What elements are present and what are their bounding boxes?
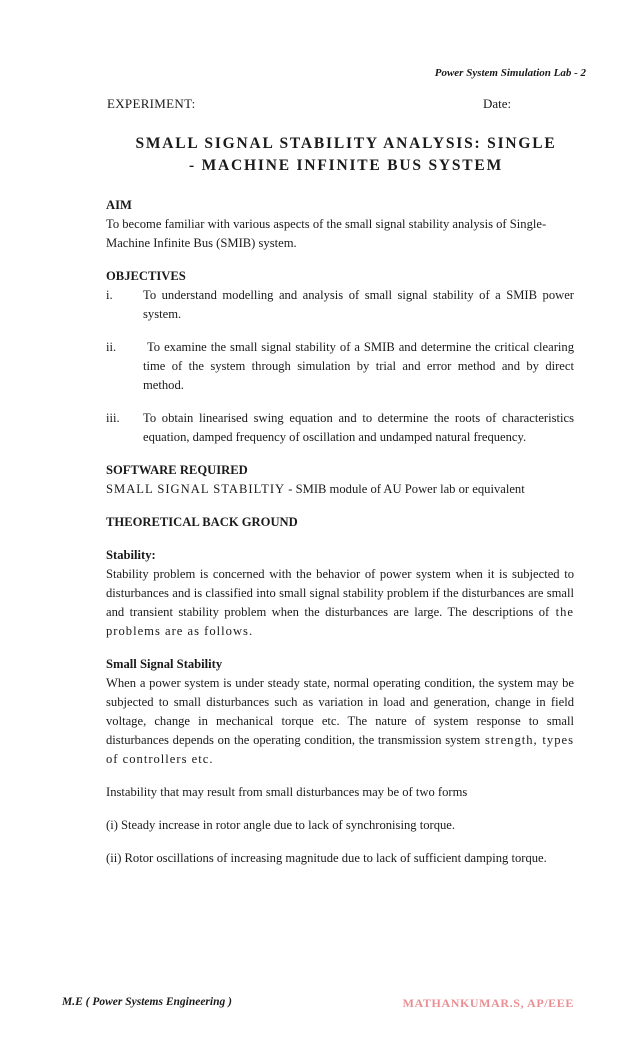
- aim-heading: AIM: [106, 198, 132, 212]
- stability-text: [106, 565, 574, 641]
- date-label: Date:: [483, 96, 512, 111]
- footer-author: MATHANKUMAR.S, AP/EEE: [402, 996, 574, 1010]
- objective-text: To examine the small signal stability of a SMIB and determine the critical clearing time of the system through simulation by trial and error method and by direct method.: [143, 340, 578, 392]
- software-text: [106, 480, 574, 499]
- software-heading: SOFTWARE REQUIRED: [106, 463, 248, 477]
- footer-course: M.E ( Power Systems Engineering ): [62, 996, 232, 1008]
- title-line-1: SMALL SIGNAL STABILITY ANALYSIS: SINGLE: [135, 135, 557, 152]
- objective-item: [106, 338, 578, 395]
- objective-number: iii.: [106, 411, 120, 425]
- objective-number: i.: [106, 288, 113, 302]
- header-lab-title: Power System Simulation Lab - 2: [434, 67, 586, 79]
- document-body: [106, 196, 578, 868]
- objective-number: ii.: [106, 340, 117, 354]
- software-name: SMALL SIGNAL STABILTIY: [106, 482, 286, 496]
- objective-text: To understand modelling and analysis of small signal stability of a SMIB power system.: [143, 288, 574, 321]
- small-signal-text-tail: strength, types of controllers etc.: [106, 733, 575, 766]
- small-signal-text-main: When a power system is under steady state, normal operating condition, the system may be subjected to small disturbances such as variation in load and generation, change in field voltage, change in mechanical torque etc. The nature of system response to small disturbances depends on the operating condition, the transmission system: [106, 676, 574, 747]
- aim-text: To become familiar with various aspects of the small signal stability analysis of Single-Machine Infinite Bus (SMIB) system.: [106, 217, 547, 250]
- objectives-heading: OBJECTIVES: [106, 269, 186, 283]
- stability-text-tail: the problems are as follows.: [106, 605, 574, 638]
- instability-form-1: (i) Steady increase in rotor angle due to lack of synchronising torque.: [106, 818, 456, 832]
- theory-heading: THEORETICAL BACK GROUND: [106, 515, 298, 529]
- objective-item: [106, 409, 574, 447]
- title-line-2: - MACHINE INFINITE BUS SYSTEM: [188, 157, 504, 174]
- small-signal-heading: Small Signal Stability: [106, 657, 223, 671]
- instability-intro: Instability that may result from small disturbances may be of two forms: [106, 785, 468, 799]
- objective-item: [106, 286, 574, 324]
- document-title: [60, 133, 632, 177]
- experiment-label: EXPERIMENT:: [107, 96, 196, 111]
- objective-text: To obtain linearised swing equation and to determine the roots of characteristics equation, damped frequency of oscillation and undamped natural frequency.: [143, 411, 574, 444]
- small-signal-text: [106, 674, 574, 769]
- instability-form-2: (ii) Rotor oscillations of increasing magnitude due to lack of sufficient damping torque.: [106, 851, 547, 865]
- stability-heading: Stability:: [106, 548, 156, 562]
- stability-text-main: Stability problem is concerned with the behavior of power system when it is subjected to disturbances and is classified into small signal stability problem if the disturbances are small and transient stability problem when the disturbances are large. The descriptions of: [106, 567, 574, 619]
- software-detail: - SMIB module of AU Power lab or equivalent: [285, 482, 525, 496]
